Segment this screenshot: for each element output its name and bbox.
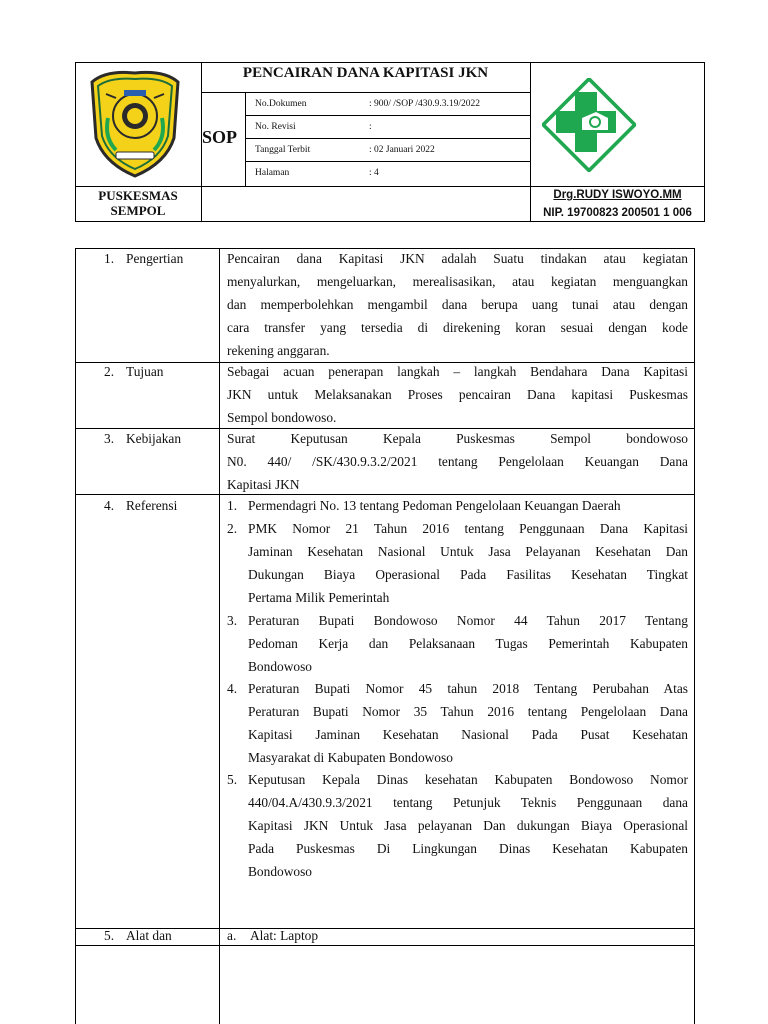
reference-line: Peraturan Bupati Nomor 35 Tahun 2016 tentang Pengelolaan Dana xyxy=(248,704,688,719)
meta-label-page: Halaman xyxy=(255,168,290,178)
section-line: Sempol bondowoso. xyxy=(227,410,337,425)
header-line-row1 xyxy=(245,115,530,116)
section-label: Tujuan xyxy=(126,364,164,379)
reference-line: PMK Nomor 21 Tahun 2016 tentang Penggunaan Dana Kapitasi xyxy=(248,521,688,536)
signatory-nip: NIP. 19700823 200501 1 006 xyxy=(543,207,692,219)
shield-icon xyxy=(86,68,184,180)
reference-line: Permendagri No. 13 tentang Pedoman Pengelolaan Keuangan Daerah xyxy=(248,498,621,513)
meta-label-doc-number: No.Dokumen xyxy=(255,99,307,109)
reference-line: Pertama Milik Pemerintah xyxy=(248,590,390,605)
section-label: Kebijakan xyxy=(126,431,182,446)
table-column-divider xyxy=(219,248,220,1024)
section-number: 4. xyxy=(104,498,115,513)
section-line: menyalurkan, mengeluarkan, merealisasikan, atau kegiatan menguangkan xyxy=(227,274,688,289)
reference-line: Peraturan Bupati Nomor 45 tahun 2018 Tentang Perubahan Atas xyxy=(248,681,688,696)
org-name-line1: PUSKESMAS xyxy=(98,188,178,203)
header-line-row3 xyxy=(245,161,530,162)
section-number: 2. xyxy=(104,364,115,379)
reference-number: 5. xyxy=(227,772,238,787)
reference-line: Dukungan Biaya Operasional Pada Fasilitas Kesehatan Tingkat xyxy=(248,567,688,582)
section-number: 3. xyxy=(104,431,115,446)
reference-line: Pada Puskesmas Di Lingkungan Dinas Kesehatan Kabupaten xyxy=(248,841,688,856)
reference-line: Bondowoso xyxy=(248,659,312,674)
reference-number: 1. xyxy=(227,498,238,513)
section-line: cara transfer yang tersedia di direkening koran sesuai dengan kode xyxy=(227,320,688,335)
header-line-row2 xyxy=(245,138,530,139)
reference-line: Kapitasi JKN Untuk Jasa pelayanan Dan dukungan Biaya Operasional xyxy=(248,818,688,833)
section-line: dan memperbolehkan mengambil dana berupa uang tunai atau dengan xyxy=(227,297,688,312)
section-label: Referensi xyxy=(126,498,178,513)
tool-line: Alat: Laptop xyxy=(250,928,319,943)
reference-line: Peraturan Bupati Bondowoso Nomor 44 Tahun 2017 Tentang xyxy=(248,613,688,628)
meta-value-page: : 4 xyxy=(369,168,379,178)
section-line: Surat Keputusan Kepala Puskesmas Sempol bondowoso xyxy=(227,431,688,446)
meta-value-issue-date: : 02 Januari 2022 xyxy=(369,145,435,155)
reference-line: Jaminan Kesehatan Nasional Untuk Jasa Pelayanan Kesehatan Dan xyxy=(248,544,688,559)
tool-number: a. xyxy=(227,928,237,943)
meta-label-revision: No. Revisi xyxy=(255,122,296,132)
org-name-line2: SEMPOL xyxy=(110,203,166,218)
reference-line: Kapitasi Jaminan Kesehatan Nasional Pada Pusat Kesehatan xyxy=(248,727,688,742)
reference-line: Masyarakat di Kabupaten Bondowoso xyxy=(248,750,453,765)
signatory-name: Drg.RUDY ISWOYO.MM xyxy=(553,189,682,201)
meta-label-issue-date: Tanggal Terbit xyxy=(255,145,311,155)
meta-value-doc-number: : 900/ /SOP /430.9.3.19/2022 xyxy=(369,99,481,109)
section-line: Kapitasi JKN xyxy=(227,477,300,492)
regency-shield-logo xyxy=(86,68,184,180)
sop-label: SOP xyxy=(202,127,238,147)
section-line: N0. 440/ /SK/430.9.3.2/2021 tentang Pengelolaan Keuangan Dana xyxy=(227,454,688,469)
section-number: 1. xyxy=(104,251,115,266)
reference-line: Keputusan Kepala Dinas kesehatan Kabupaten Bondowoso Nomor xyxy=(248,772,688,787)
reference-line: Bondowoso xyxy=(248,864,312,879)
header-divider-sop xyxy=(245,92,246,186)
puskesmas-logo xyxy=(542,78,636,172)
reference-line: 440/04.A/430.9.3/2021 tentang Petunjuk Teknis Penggunaan dana xyxy=(248,795,688,810)
reference-number: 4. xyxy=(227,681,238,696)
section-line: JKN untuk Melaksanakan Proses pencairan Dana kapitasi Puskesmas xyxy=(227,387,688,402)
health-cross-icon xyxy=(542,78,636,172)
section-line: Sebagai acuan penerapan langkah – langkah Bendahara Dana Kapitasi xyxy=(227,364,688,379)
reference-number: 2. xyxy=(227,521,238,536)
meta-value-revision: : xyxy=(369,122,372,132)
reference-line: Pedoman Kerja dan Pelaksanaan Tugas Pemerintah Kabupaten xyxy=(248,636,688,651)
document-title: PENCAIRAN DANA KAPITASI JKN xyxy=(242,65,489,81)
section-label: Pengertian xyxy=(126,251,184,266)
section-line: Pencairan dana Kapitasi JKN adalah Suatu tindakan atau kegiatan xyxy=(227,251,688,266)
section-line: rekening anggaran. xyxy=(227,343,330,358)
section-number: 5. xyxy=(104,928,115,943)
reference-number: 3. xyxy=(227,613,238,628)
section-label: Alat dan xyxy=(126,928,172,943)
header-line-title xyxy=(201,92,530,93)
